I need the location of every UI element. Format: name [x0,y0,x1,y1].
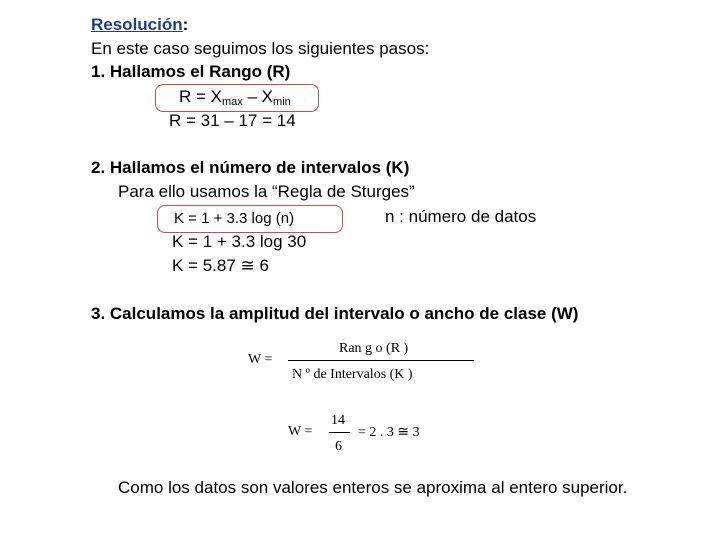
heading-colon: : [182,15,189,34]
eq2-rhs: = 2 . 3 ≅ 3 [358,425,420,440]
eq1-lhs: W = [248,352,273,367]
step1-calc: R = 31 – 17 = 14 [169,111,296,130]
eq1-numerator: Ran g o (R ) [339,341,409,356]
step1-formula [179,87,291,107]
eq2-denominator: 6 [335,439,342,454]
formula-part: – X [242,87,274,106]
conclusion-text: Como los datos son valores enteros se aproxima al entero superior. [118,478,628,497]
eq2-lhs: W = [288,424,313,439]
step2-line3: K = 5.87 ≅ 6 [172,256,269,275]
step1-title: 1. Hallamos el Rango (R) [91,62,291,81]
eq2-fraction-bar [329,432,350,433]
sturges-note: n : número de datos [385,207,537,226]
heading [91,15,188,35]
step2-title: 2. Hallamos el número de intervalos (K) [91,158,410,177]
step2-subtitle: Para ello usamos la “Regla de Sturges” [118,182,415,201]
heading-label: Resolución [91,15,183,34]
formula-sub-min: min [273,96,291,108]
eq1-fraction-bar [288,360,474,361]
intro-text: En este caso seguimos los siguientes pasos: [91,39,430,58]
step2-line2: K = 1 + 3.3 log 30 [172,232,307,251]
formula-sub-max: max [222,96,243,108]
sturges-formula: K = 1 + 3.3 log (n) [174,210,295,227]
formula-part: R = X [179,87,222,106]
eq2-numerator: 14 [331,413,345,428]
eq1-denominator: N º de Intervalos (K ) [292,367,413,382]
step3-title: 3. Calculamos la amplitud del intervalo o ancho de clase (W) [91,304,579,323]
